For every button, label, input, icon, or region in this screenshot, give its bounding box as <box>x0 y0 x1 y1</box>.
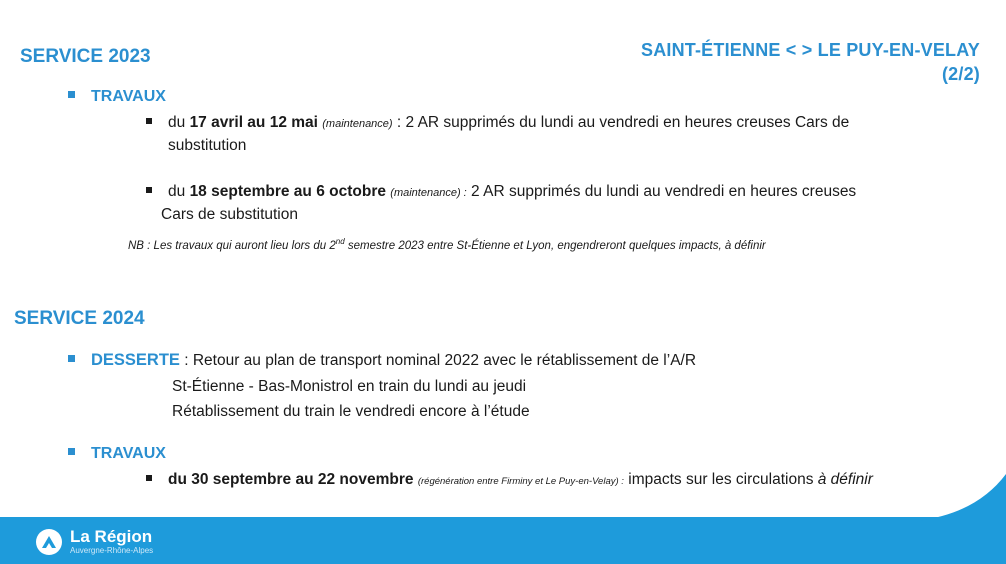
travaux-2023-item-1: du 17 avril au 12 mai (maintenance) : 2 AR supprimés du lundi au vendredi en heures creuses Cars de substitution <box>146 112 946 157</box>
page-title-line2: (2/2) <box>941 64 980 84</box>
square-bullet-icon <box>68 355 75 362</box>
square-bullet-icon <box>146 475 152 481</box>
square-bullet-icon <box>68 448 75 455</box>
item-dates: 17 avril au 12 mai <box>189 114 318 131</box>
item-note: (maintenance) : <box>390 187 467 199</box>
region-logo-icon <box>36 529 62 555</box>
section-title-2024: SERVICE 2024 <box>14 308 145 329</box>
travaux-2023-heading <box>68 86 166 108</box>
item-dates: 18 septembre au 6 octobre <box>189 183 386 200</box>
region-logo <box>36 528 153 556</box>
travaux-2024-heading <box>68 443 166 465</box>
desserte-line-2: St-Étienne - Bas-Monistrol en train du lundi au jeudi <box>172 378 527 395</box>
desserte-line-3: Rétablissement du train le vendredi encore à l’étude <box>172 403 530 420</box>
travaux-2023-item-2: du 18 septembre au 6 octobre (maintenance) : 2 AR supprimés du lundi au vendredi en heures creuses Cars de substitution <box>146 181 946 226</box>
square-bullet-icon <box>146 118 152 124</box>
nb-note: NB : Les travaux qui auront lieu lors du 2nd semestre 2023 entre St-Étienne et Lyon, engendreront quelques impacts, à définir <box>128 237 766 252</box>
item-note: (régénération entre Firminy et Le Puy-en-Velay) : <box>417 476 624 487</box>
logo-name: La Région <box>70 527 153 546</box>
logo-subtitle: Auvergne-Rhône-Alpes <box>70 546 154 555</box>
desserte-label: DESSERTE <box>91 351 180 369</box>
desserte-2024: DESSERTE : Retour au plan de transport nominal 2022 avec le rétablissement de l’A/R <box>68 349 696 372</box>
item-dates: du 30 septembre au 22 novembre <box>168 471 414 488</box>
square-bullet-icon <box>68 91 75 98</box>
travaux-2023-label: TRAVAUX <box>91 88 166 105</box>
item-note: (maintenance) <box>322 118 393 130</box>
page-title-line1: SAINT-ÉTIENNE < > LE PUY-EN-VELAY <box>640 40 980 60</box>
page-title <box>641 38 980 86</box>
travaux-2024-item-1: du 30 septembre au 22 novembre (régénération entre Firminy et Le Puy-en-Velay) : impacts sur les circulations à définir <box>146 469 946 493</box>
travaux-2024-label: TRAVAUX <box>91 445 166 462</box>
square-bullet-icon <box>146 187 152 193</box>
footer-curve-decoration <box>916 474 1006 564</box>
section-title-2023: SERVICE 2023 <box>20 46 151 67</box>
